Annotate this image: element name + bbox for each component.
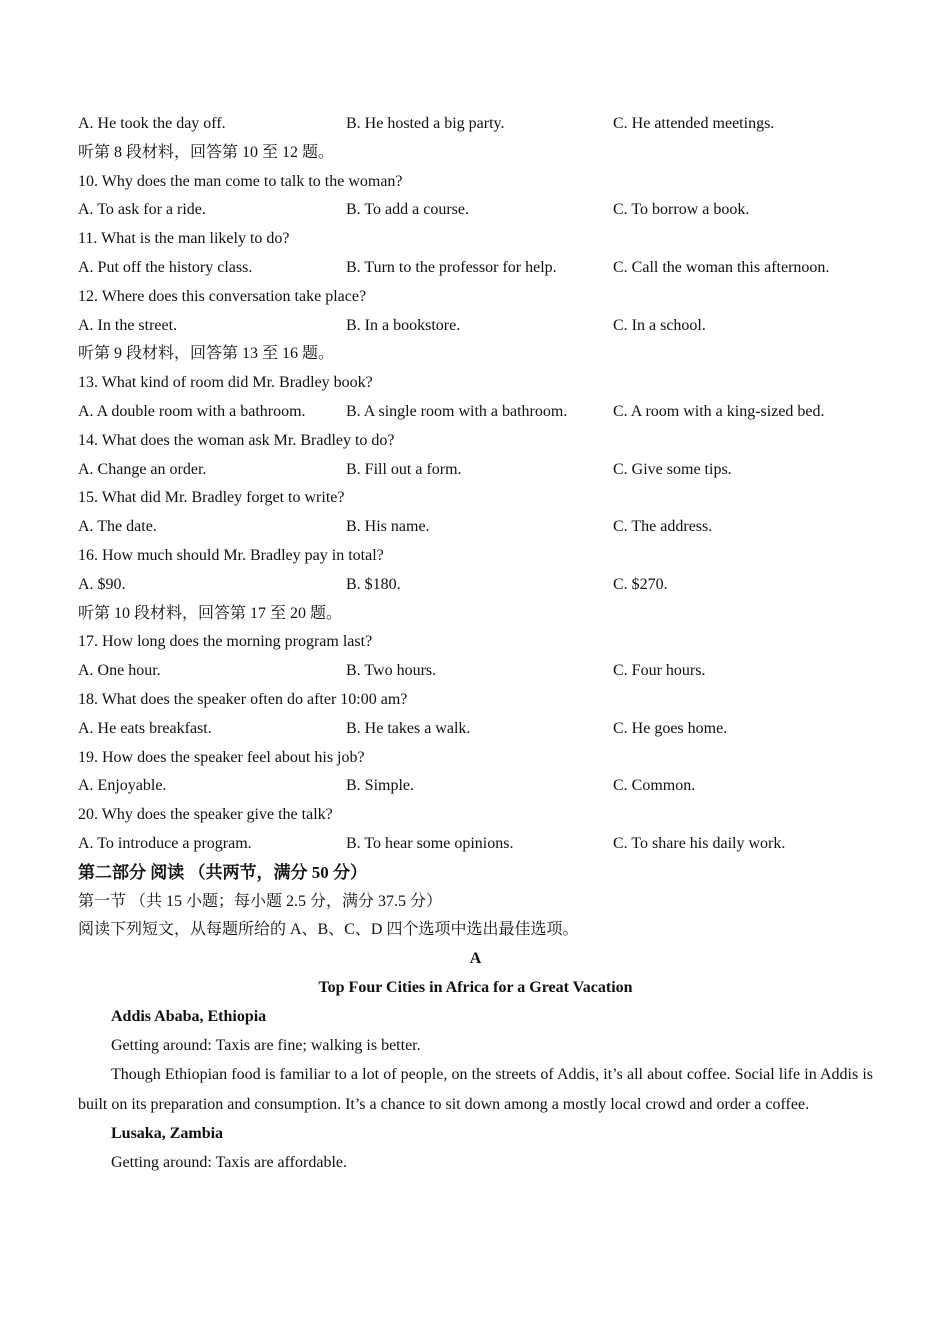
passage-title: Top Four Cities in Africa for a Great Vacation <box>318 978 633 996</box>
option-c: C. Four hours. <box>613 662 706 680</box>
option-b: B. Fill out a form. <box>346 460 462 478</box>
q18-options <box>78 715 873 744</box>
q13-options <box>78 398 873 427</box>
option-b: B. Two hours. <box>346 662 437 680</box>
option-b: B. He hosted a big party. <box>346 115 505 132</box>
q16-options <box>78 571 873 600</box>
option-a: A. The date. <box>78 518 157 536</box>
option-b: B. In a bookstore. <box>346 316 461 334</box>
q15-question: 15. What did Mr. Bradley forget to write? <box>78 489 345 507</box>
section-9-intro: 听第 9 段材料，回答第 13 至 16 题。 <box>78 345 335 363</box>
q14-question: 14. What does the woman ask Mr. Bradley to do? <box>78 431 395 449</box>
q11-question: 11. What is the man likely to do? <box>78 230 290 248</box>
option-b: B. His name. <box>346 518 430 536</box>
option-c: C. A room with a king-sized bed. <box>613 402 825 420</box>
q17-options <box>78 657 873 686</box>
option-a: A. To ask for a ride. <box>78 201 206 219</box>
city-2-getting-around: Getting around: Taxis are affordable. <box>111 1154 347 1172</box>
option-a: A. In the street. <box>78 316 178 334</box>
option-a: A. He eats breakfast. <box>78 719 212 737</box>
option-b: B. A single room with a bathroom. <box>346 402 568 420</box>
option-a: A. A double room with a bathroom. <box>78 402 306 420</box>
q9-options <box>78 110 873 139</box>
option-c: C. He attended meetings. <box>613 115 775 132</box>
q16-question: 16. How much should Mr. Bradley pay in total? <box>78 546 384 564</box>
part-two-title: 第二部分 阅读 （共两节，满分 50 分） <box>78 862 367 882</box>
reading-instruction: 阅读下列短文，从每题所给的 A、B、C、D 四个选项中选出最佳选项。 <box>78 921 579 939</box>
passage-letter: A <box>469 950 482 968</box>
option-c: C. The address. <box>613 518 713 536</box>
option-a: A. $90. <box>78 575 126 593</box>
option-c: C. Call the woman this afternoon. <box>613 258 830 276</box>
option-a: A. He took the day off. <box>78 115 226 132</box>
q15-options <box>78 513 873 542</box>
q17-question: 17. How long does the morning program last? <box>78 633 373 651</box>
q20-question: 20. Why does the speaker give the talk? <box>78 806 333 824</box>
option-c: C. Common. <box>613 777 696 795</box>
option-a: A. Change an order. <box>78 460 207 478</box>
option-a: A. Enjoyable. <box>78 777 167 795</box>
option-b: B. To add a course. <box>346 201 469 219</box>
section-8-intro: 听第 8 段材料，回答第 10 至 12 题。 <box>78 143 335 161</box>
option-b: B. Turn to the professor for help. <box>346 258 557 276</box>
section-one-title: 第一节 （共 15 小题；每小题 2.5 分，满分 37.5 分） <box>78 892 443 910</box>
q10-options <box>78 196 873 225</box>
q18-question: 18. What does the speaker often do after 10:00 am? <box>78 690 408 708</box>
q14-options <box>78 456 873 485</box>
q20-options <box>78 830 873 859</box>
section-10-intro: 听第 10 段材料，回答第 17 至 20 题。 <box>78 604 343 622</box>
option-a: A. Put off the history class. <box>78 258 253 276</box>
q13-question: 13. What kind of room did Mr. Bradley book? <box>78 374 373 392</box>
option-c: C. In a school. <box>613 316 706 334</box>
city-2-heading: Lusaka, Zambia <box>111 1125 224 1143</box>
option-b: B. $180. <box>346 575 401 593</box>
q10-question: 10. Why does the man come to talk to the woman? <box>78 172 403 190</box>
q11-options <box>78 254 873 283</box>
q12-question: 12. Where does this conversation take place? <box>78 287 367 305</box>
exam-page <box>78 110 873 1178</box>
city-1-paragraph: Though Ethiopian food is familiar to a lot of people, on the streets of Addis, it’s all about coffee. Social life in Addis is built on its preparation and consumption. It’s a chance to sit down among a mostly local crowd and order a coffee. <box>78 1066 873 1114</box>
q19-options <box>78 772 873 801</box>
city-1-heading: Addis Ababa, Ethiopia <box>111 1007 267 1025</box>
q19-question: 19. How does the speaker feel about his job? <box>78 748 365 766</box>
option-c: C. He goes home. <box>613 719 728 737</box>
option-c: C. To share his daily work. <box>613 834 786 852</box>
option-b: B. He takes a walk. <box>346 719 471 737</box>
option-c: C. Give some tips. <box>613 460 732 478</box>
city-1-getting-around: Getting around: Taxis are fine; walking is better. <box>111 1036 421 1054</box>
option-b: B. Simple. <box>346 777 415 795</box>
option-b: B. To hear some opinions. <box>346 834 514 852</box>
option-c: C. To borrow a book. <box>613 201 750 219</box>
option-a: A. To introduce a program. <box>78 834 252 852</box>
q12-options <box>78 312 873 341</box>
option-a: A. One hour. <box>78 662 161 680</box>
option-c: C. $270. <box>613 575 668 593</box>
